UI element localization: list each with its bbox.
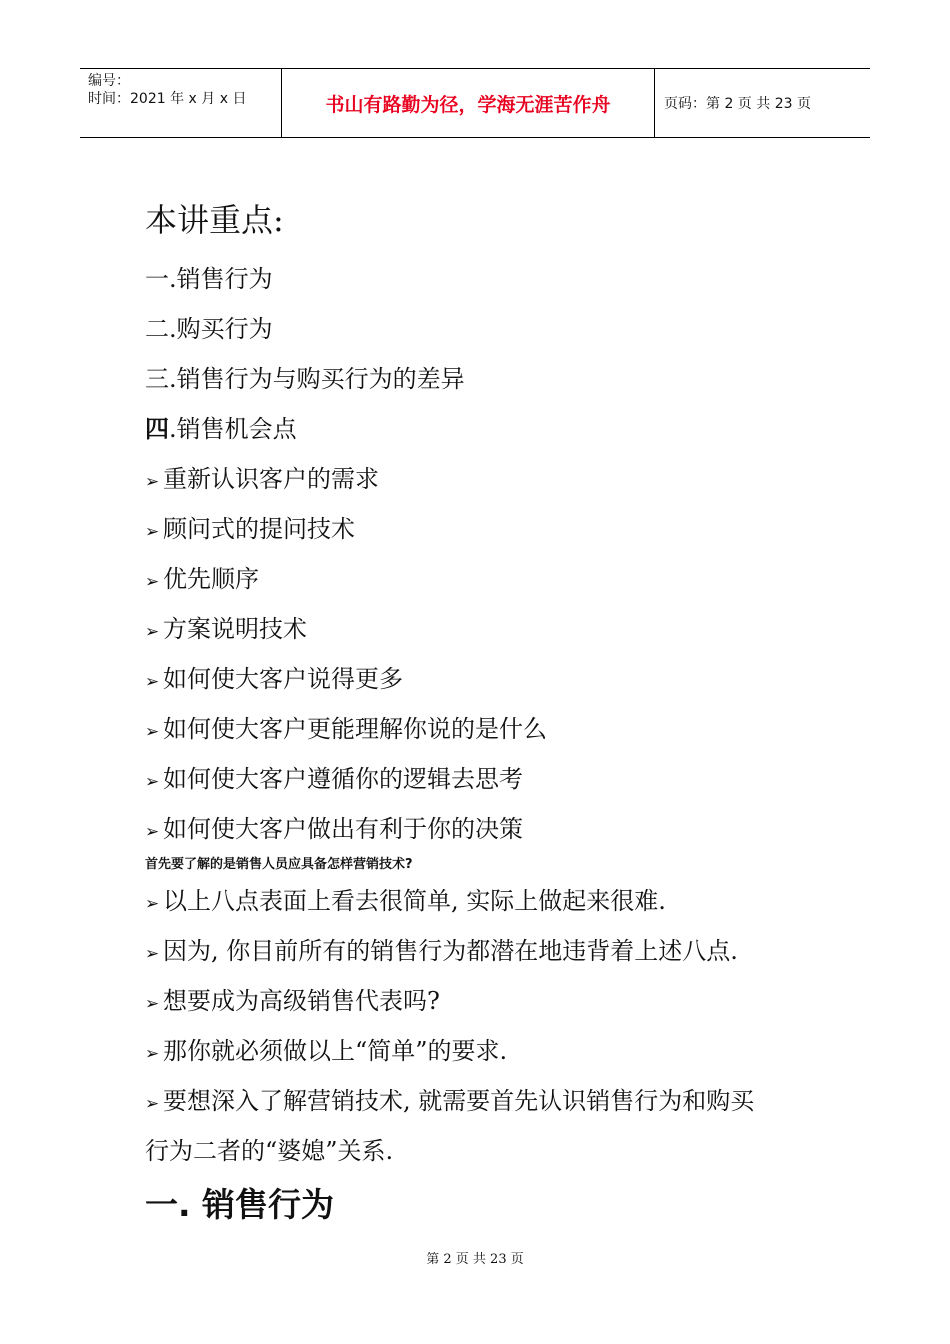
bullet-item xyxy=(145,1026,835,1076)
header-motto: 书山有路勤为径，学海无涯苦作舟 xyxy=(282,69,655,137)
list-item: 一.销售行为 xyxy=(145,265,273,293)
arrow-bullet-icon: ➢ xyxy=(145,1044,160,1064)
bullet-item xyxy=(145,504,835,554)
arrow-bullet-icon: ➢ xyxy=(145,772,160,792)
header-meta xyxy=(80,69,282,137)
bullet-item xyxy=(145,876,835,926)
bullet-text: 要想深入了解营销技术, 就需要首先认识销售行为和购买 xyxy=(163,1087,755,1115)
bullet-item xyxy=(145,1076,835,1126)
bullet-text: 如何使大客户更能理解你说的是什么 xyxy=(163,715,547,743)
bullet-text: 如何使大客户遵循你的逻辑去思考 xyxy=(163,765,523,793)
bullet-text: 如何使大客户做出有利于你的决策 xyxy=(163,815,523,843)
bullet-item xyxy=(145,704,835,754)
arrow-bullet-icon: ➢ xyxy=(145,1094,160,1114)
arrow-bullet-icon: ➢ xyxy=(145,944,160,964)
continuation-text: 行为二者的“婆媳”关系. xyxy=(145,1137,394,1165)
list-item-number: 四 xyxy=(145,414,169,443)
bullet-item xyxy=(145,804,835,854)
arrow-bullet-icon: ➢ xyxy=(145,672,160,692)
question-heading: 首先要了解的是销售人员应具备怎样营销技术? xyxy=(145,857,413,872)
arrow-bullet-icon: ➢ xyxy=(145,894,160,914)
document-body xyxy=(145,196,835,1234)
bullet-item xyxy=(145,654,835,704)
list-item: 二.购买行为 xyxy=(145,315,273,343)
section-heading: 一. 销售行为 xyxy=(145,1185,335,1224)
page-title: 本讲重点: xyxy=(145,201,284,239)
arrow-bullet-icon: ➢ xyxy=(145,572,160,592)
bullet-item xyxy=(145,454,835,504)
list-item xyxy=(145,404,835,454)
list-item-text: .销售机会点 xyxy=(169,415,297,443)
page-footer: 第 2 页 共 23 页 xyxy=(426,1252,524,1267)
bullet-text: 那你就必须做以上“简单”的要求. xyxy=(163,1037,508,1065)
arrow-bullet-icon: ➢ xyxy=(145,472,160,492)
arrow-bullet-icon: ➢ xyxy=(145,722,160,742)
arrow-bullet-icon: ➢ xyxy=(145,622,160,642)
header-time-label: 时间：2021 年 x 月 x 日 xyxy=(88,91,247,107)
bullet-text: 以上八点表面上看去很简单, 实际上做起来很难. xyxy=(163,887,666,915)
bullet-item xyxy=(145,554,835,604)
bullet-text: 想要成为高级销售代表吗? xyxy=(163,987,440,1015)
bullet-item xyxy=(145,604,835,654)
bullet-text: 方案说明技术 xyxy=(163,615,307,643)
bullet-item xyxy=(145,976,835,1026)
bullet-text: 因为, 你目前所有的销售行为都潜在地违背着上述八点. xyxy=(163,937,738,965)
bullet-text: 顾问式的提问技术 xyxy=(163,515,355,543)
bullet-text: 优先顺序 xyxy=(163,565,259,593)
bullet-text: 重新认识客户的需求 xyxy=(163,465,379,493)
header-page-info: 页码：第 2 页 共 23 页 xyxy=(664,96,811,112)
list-item: 三.销售行为与购买行为的差异 xyxy=(145,365,465,393)
bullet-item xyxy=(145,926,835,976)
header-number-label: 编号： xyxy=(88,73,130,89)
document-header xyxy=(80,68,870,138)
bullet-text: 如何使大客户说得更多 xyxy=(163,665,403,693)
arrow-bullet-icon: ➢ xyxy=(145,994,160,1014)
bullet-item xyxy=(145,754,835,804)
arrow-bullet-icon: ➢ xyxy=(145,522,160,542)
arrow-bullet-icon: ➢ xyxy=(145,822,160,842)
